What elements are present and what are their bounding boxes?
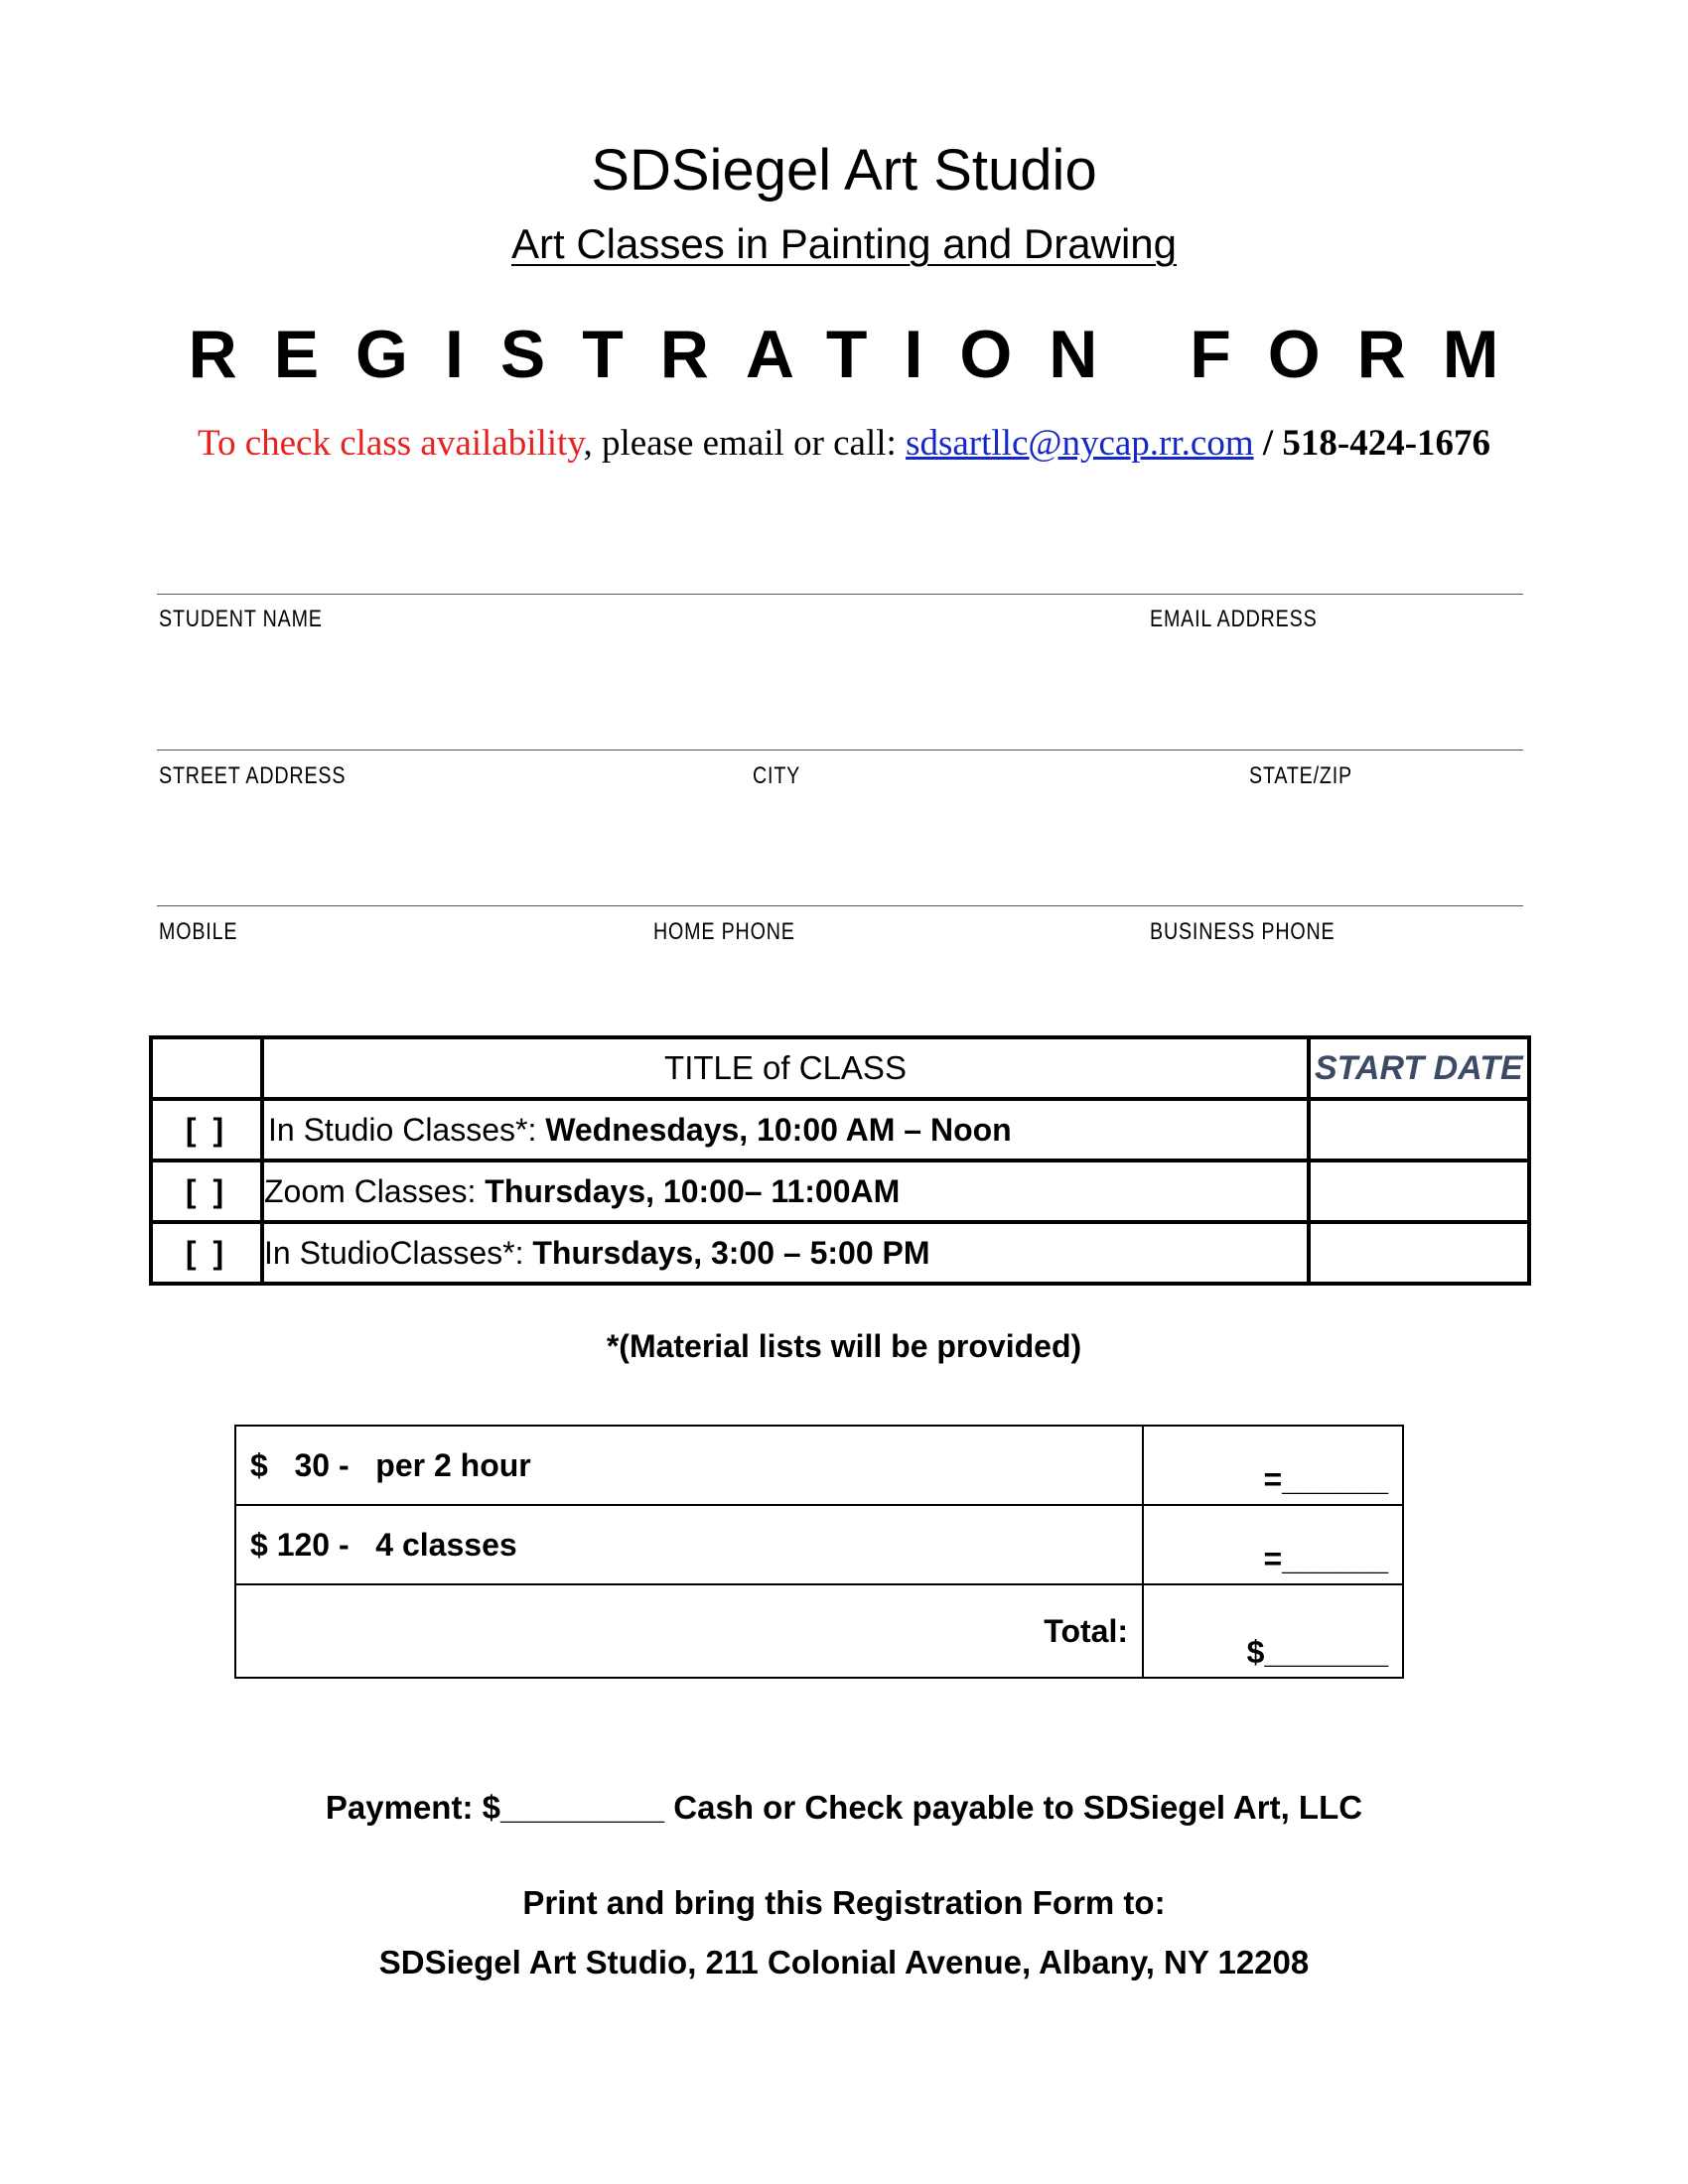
class-row	[151, 1222, 1529, 1284]
contact-instruction: , please email or call:	[583, 423, 907, 464]
bring-instruction: Print and bring this Registration Form to:	[522, 1884, 1166, 1921]
form-title: REGISTRATION FORM	[188, 317, 1536, 392]
price-amount-field[interactable]: =______	[1143, 1426, 1403, 1505]
class-label: Zoom Classes:	[264, 1172, 486, 1209]
class-label: In StudioClasses*:	[264, 1234, 533, 1271]
phone-separator: /	[1253, 423, 1283, 464]
start-date-cell[interactable]	[1309, 1160, 1529, 1222]
business-phone-label: BUSINESS PHONE	[1150, 918, 1336, 945]
student-name-line[interactable]	[157, 594, 1523, 595]
price-row	[235, 1505, 1403, 1584]
state-zip-label: STATE/ZIP	[1249, 762, 1352, 789]
phone-number: 518-424-1676	[1282, 423, 1491, 464]
checkbox-header-cell	[151, 1037, 262, 1099]
title-header: TITLE of CLASS	[262, 1037, 1309, 1099]
class-checkbox[interactable]: [ ]	[151, 1160, 262, 1222]
class-schedule: Thursdays, 3:00 – 5:00 PM	[532, 1234, 930, 1271]
student-name-label: STUDENT NAME	[159, 606, 323, 632]
class-title	[262, 1222, 1309, 1284]
address-line[interactable]	[157, 750, 1523, 751]
mobile-label: MOBILE	[159, 918, 238, 945]
class-row	[151, 1099, 1529, 1160]
class-table-header	[151, 1037, 1529, 1099]
class-checkbox[interactable]: [ ]	[151, 1099, 262, 1160]
street-address-label: STREET ADDRESS	[159, 762, 347, 789]
email-link[interactable]: sdsartllc@nycap.rr.com	[906, 423, 1254, 464]
subtitle-text: Art Classes in Painting and Drawing	[511, 220, 1177, 267]
start-date-cell[interactable]	[1309, 1222, 1529, 1284]
studio-name: SDSiegel Art Studio	[591, 138, 1097, 203]
studio-address: SDSiegel Art Studio, 211 Colonial Avenue, Albany, NY 12208	[378, 1944, 1310, 1980]
phone-line[interactable]	[157, 905, 1523, 906]
class-label: In Studio Classes*:	[268, 1111, 546, 1148]
class-schedule: Thursdays, 10:00– 11:00AM	[485, 1172, 901, 1209]
total-label: Total:	[235, 1584, 1143, 1678]
class-title	[262, 1099, 1309, 1160]
total-amount-field[interactable]: $_______	[1143, 1584, 1403, 1678]
city-label: CITY	[753, 762, 801, 789]
price-table	[234, 1425, 1404, 1679]
availability-text: To check class availability	[197, 423, 584, 464]
class-table	[149, 1035, 1531, 1286]
class-checkbox[interactable]: [ ]	[151, 1222, 262, 1284]
home-phone-label: HOME PHONE	[653, 918, 795, 945]
class-row	[151, 1160, 1529, 1222]
contact-line	[0, 422, 1688, 465]
payment-line: Payment: $_________ Cash or Check payable to SDSiegel Art, LLC	[325, 1789, 1363, 1826]
price-row	[235, 1426, 1403, 1505]
total-row	[235, 1584, 1403, 1678]
material-note: *(Material lists will be provided)	[606, 1328, 1082, 1364]
start-date-header: START DATE	[1309, 1037, 1529, 1099]
price-amount-field[interactable]: =______	[1143, 1505, 1403, 1584]
class-title	[262, 1160, 1309, 1222]
price-label: $ 30 - per 2 hour	[235, 1426, 1143, 1505]
start-date-cell[interactable]	[1309, 1099, 1529, 1160]
email-address-label: EMAIL ADDRESS	[1150, 606, 1318, 632]
class-schedule: Wednesdays, 10:00 AM – Noon	[545, 1111, 1012, 1148]
price-label: $ 120 - 4 classes	[235, 1505, 1143, 1584]
subtitle	[0, 220, 1688, 268]
